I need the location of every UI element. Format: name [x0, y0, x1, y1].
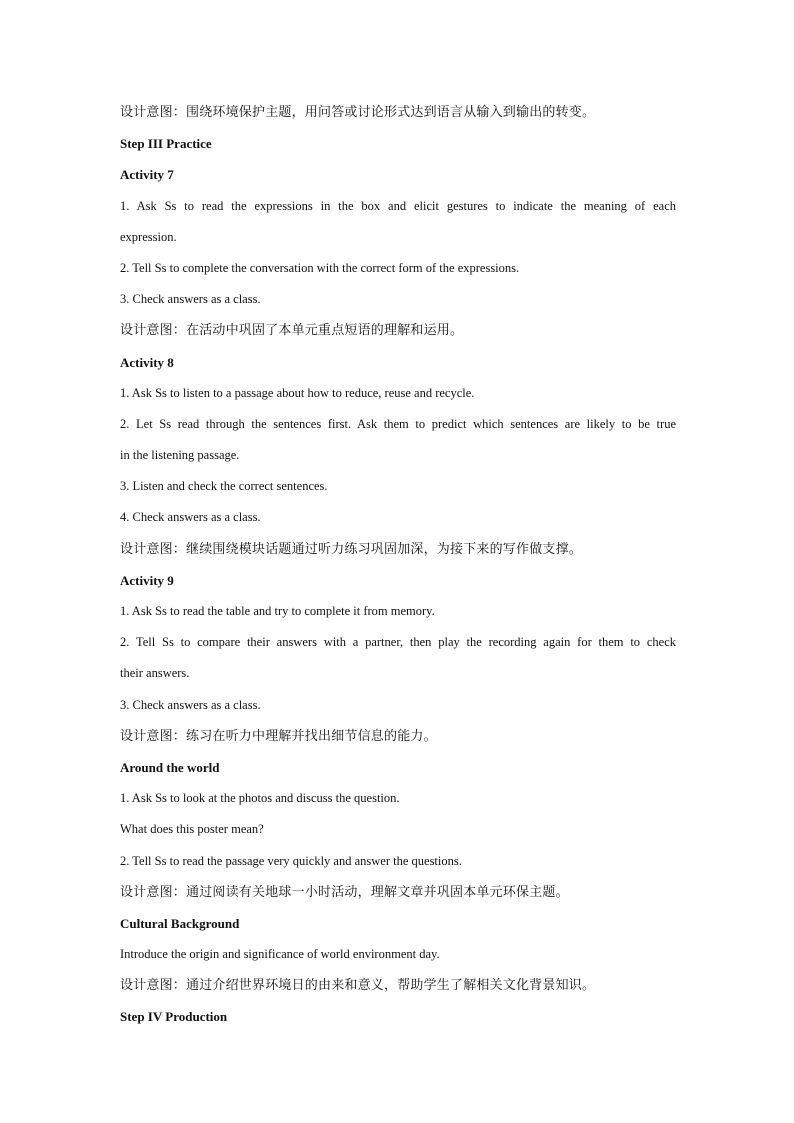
- design-intent-line: 设计意图：练习在听力中理解并找出细节信息的能力。: [120, 728, 437, 744]
- instruction-line: 2. Let Ss read through the sentences first. Ask them to predict which sentences are likely to be true: [120, 416, 676, 431]
- design-intent-line: 设计意图：围绕环境保护主题，用问答或讨论形式达到语言从输入到输出的转变。: [120, 105, 596, 120]
- instruction-line: 3. Check answers as a class.: [120, 292, 261, 307]
- instruction-line: 3. Listen and check the correct sentences.: [120, 479, 328, 494]
- instruction-line: in the listening passage.: [120, 448, 240, 463]
- design-intent-line: 设计意图：继续围绕模块话题通过听力练习巩固加深，为接下来的写作做支撑。: [120, 541, 583, 557]
- instruction-line: 3. Check answers as a class.: [120, 697, 261, 712]
- design-intent-line: 设计意图：在活动中巩固了本单元重点短语的理解和运用。: [120, 323, 464, 339]
- question-line: What does this poster mean?: [120, 822, 264, 837]
- design-intent-line: 设计意图：通过介绍世界环境日的由来和意义，帮助学生了解相关文化背景知识。: [120, 978, 596, 994]
- instruction-line: 2. Tell Ss to compare their answers with a partner, then play the recording again for them to check: [120, 635, 676, 650]
- instruction-line: their answers.: [120, 666, 190, 681]
- activity-heading-9: Activity 9: [120, 572, 174, 588]
- section-heading-around-the-world: Around the world: [120, 759, 220, 775]
- instruction-line: 1. Ask Ss to read the expressions in the box and elicit gestures to indicate the meaning of each: [120, 198, 676, 213]
- instruction-line: Introduce the origin and significance of world environment day.: [120, 947, 440, 962]
- instruction-line: 1. Ask Ss to read the table and try to complete it from memory.: [120, 604, 435, 618]
- activity-heading-7: Activity 7: [120, 167, 174, 183]
- activity-heading-8: Activity 8: [120, 354, 174, 370]
- instruction-line: 2. Tell Ss to complete the conversation with the correct form of the expressions.: [120, 260, 520, 275]
- section-heading-step-iv: Step IV Production: [120, 1009, 228, 1025]
- instruction-line: 4. Check answers as a class.: [120, 510, 261, 525]
- instruction-line: expression.: [120, 229, 177, 244]
- instruction-line: 1. Ask Ss to listen to a passage about how to reduce, reuse and recycle.: [120, 385, 475, 400]
- section-heading-step-iii: Step III Practice: [120, 136, 212, 152]
- section-heading-cultural-background: Cultural Background: [120, 915, 240, 931]
- document-page: [120, 97, 676, 1033]
- instruction-line: 1. Ask Ss to look at the photos and discuss the question.: [120, 791, 400, 806]
- instruction-line: 2. Tell Ss to read the passage very quickly and answer the questions.: [120, 853, 462, 868]
- design-intent-line: 设计意图：通过阅读有关地球一小时活动，理解文章并巩固本单元环保主题。: [120, 884, 569, 900]
